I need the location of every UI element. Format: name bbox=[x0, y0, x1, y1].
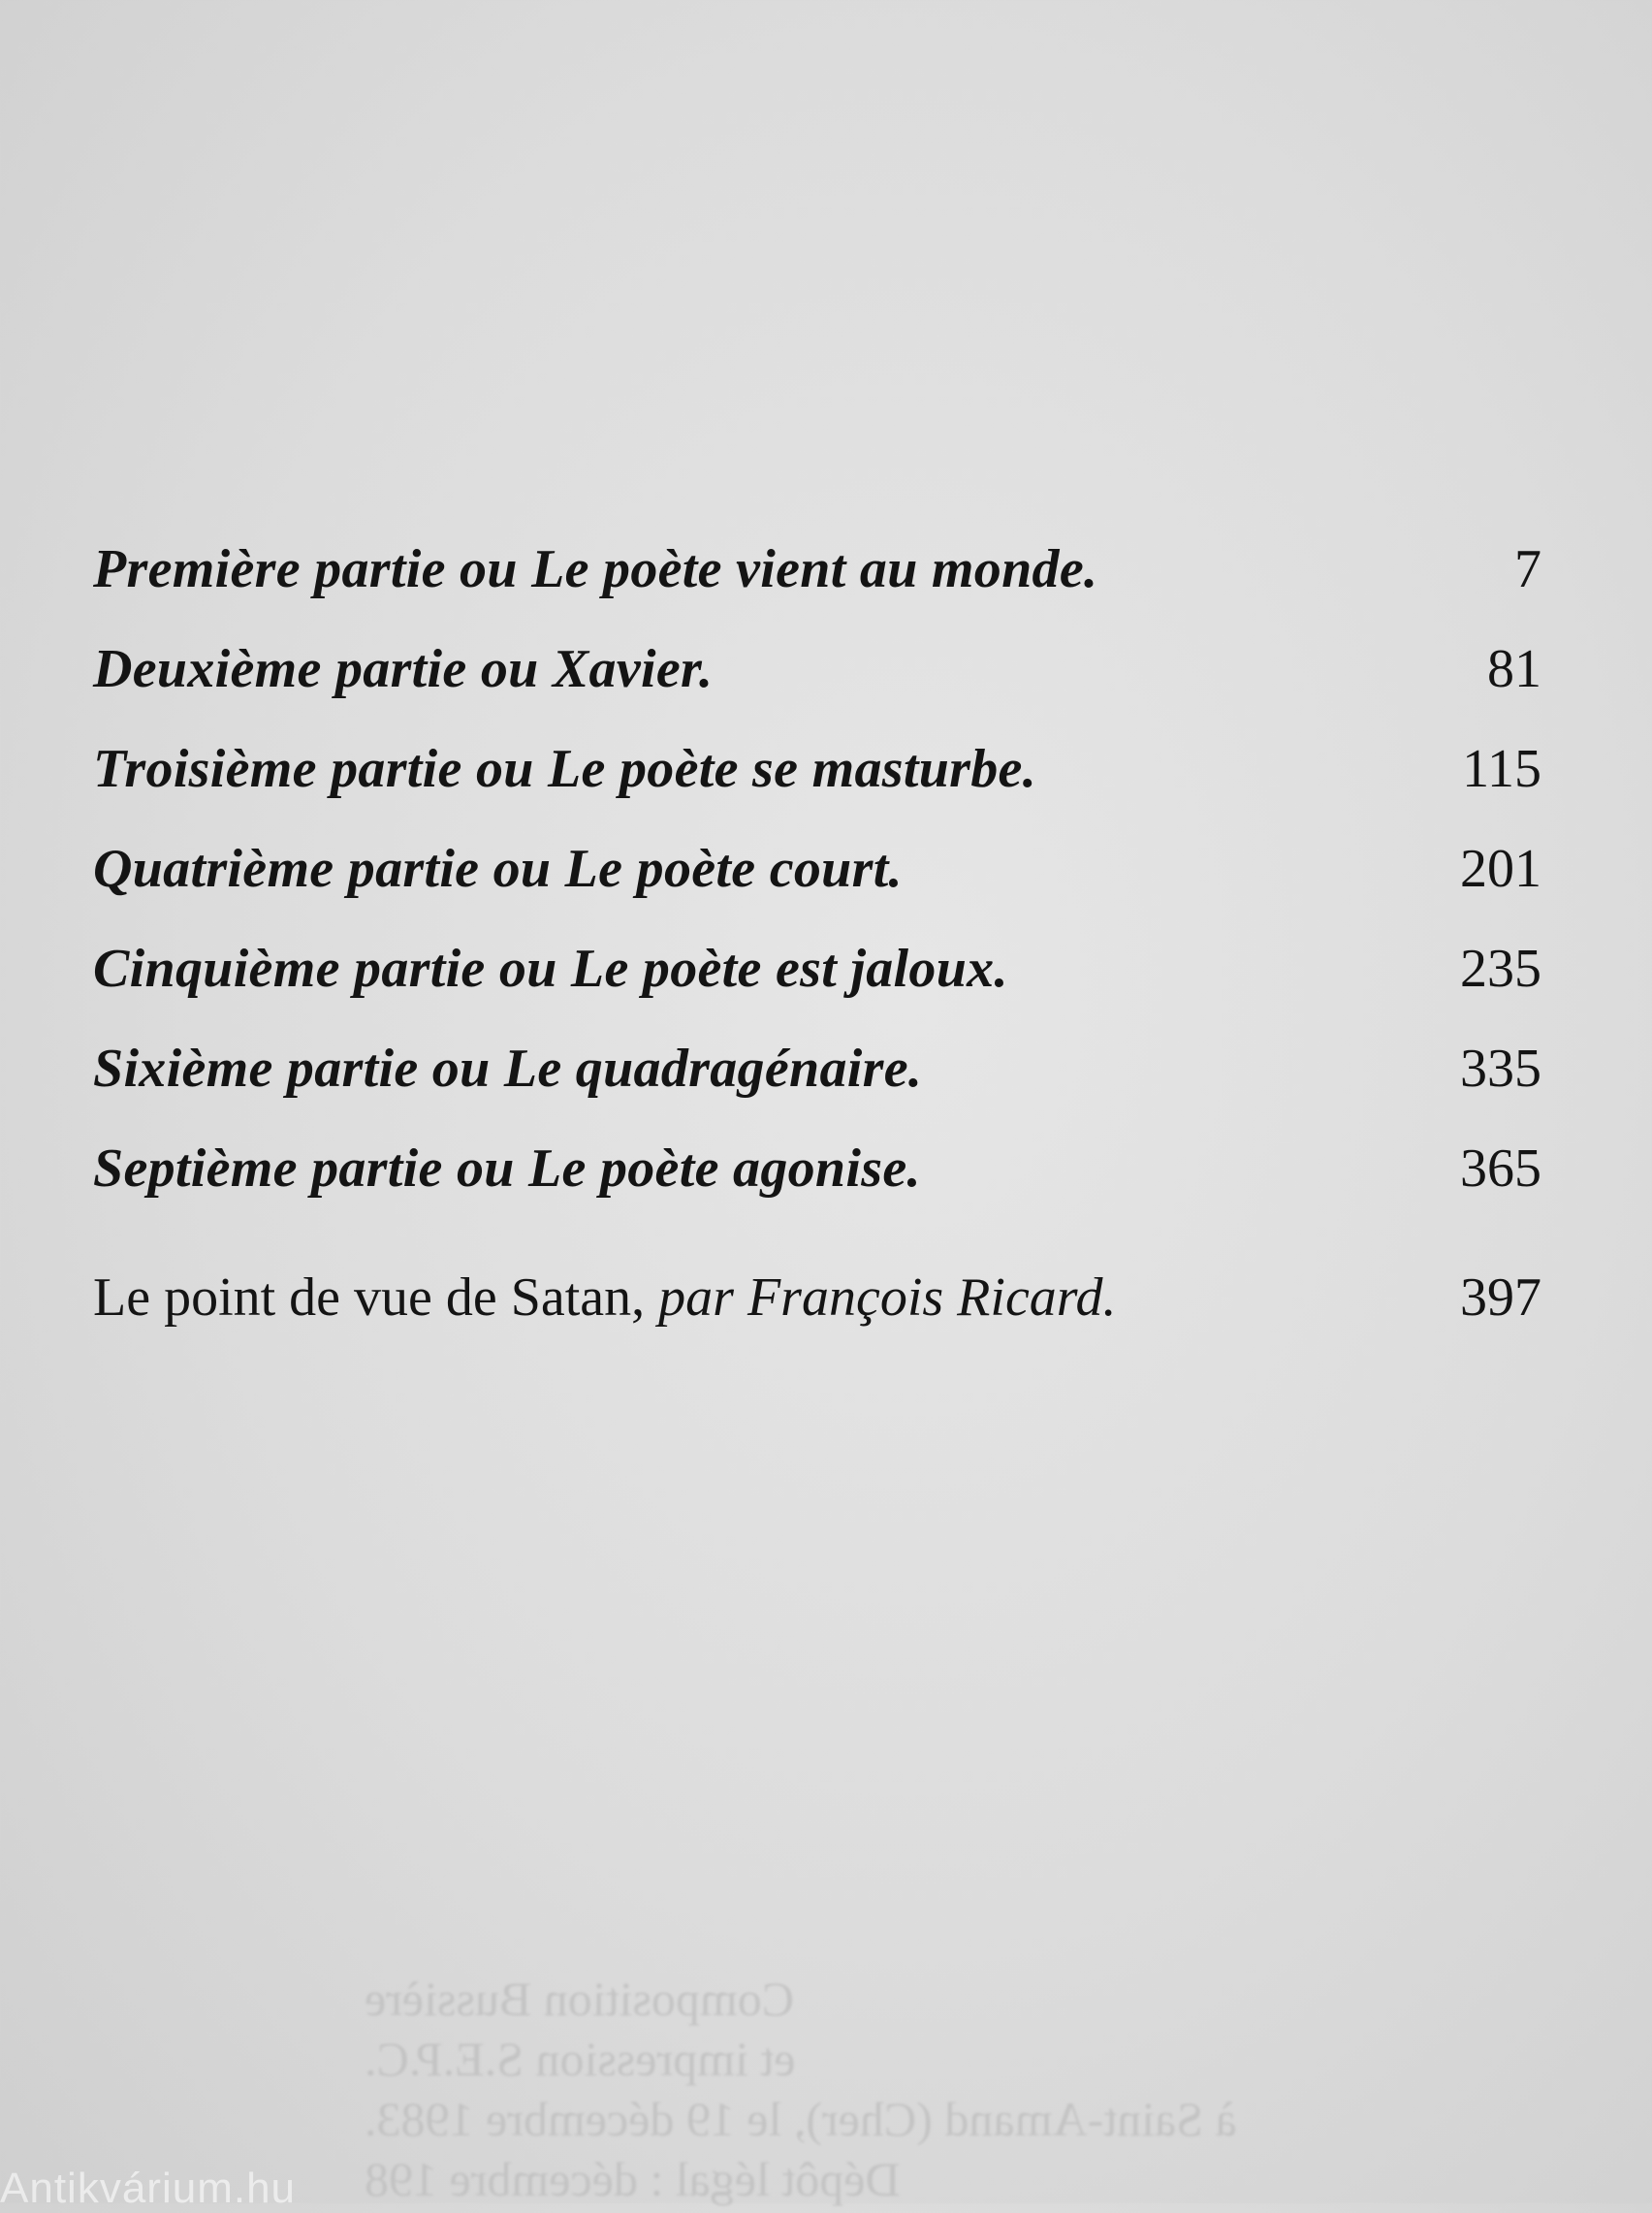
colophon-line: Composition Bussière bbox=[365, 1972, 795, 2026]
toc-entry-title: Sixième partie ou Le quadragénaire. bbox=[93, 1039, 923, 1099]
toc-entry-2 bbox=[93, 620, 1541, 720]
toc-entry-page: 235 bbox=[1460, 939, 1541, 999]
afterword-title-italic: par François Ricard. bbox=[658, 1267, 1117, 1328]
toc-entry-page: 201 bbox=[1460, 839, 1541, 899]
toc-entry-title: Cinquième partie ou Le poète est jaloux. bbox=[93, 939, 1008, 999]
toc-entry-title: Septième partie ou Le poète agonise. bbox=[93, 1139, 921, 1199]
colophon-line: à Saint-Amand (Cher), le 19 décembre 1983. bbox=[365, 2092, 1237, 2146]
toc-entry-4 bbox=[93, 819, 1541, 919]
toc-entry-page: 397 bbox=[1460, 1267, 1541, 1328]
toc-entry-7 bbox=[93, 1119, 1541, 1219]
toc-entry-title: Deuxième partie ou Xavier. bbox=[93, 639, 714, 699]
toc-entry-1 bbox=[93, 520, 1541, 620]
afterword-title-plain: Le point de vue de Satan, bbox=[93, 1267, 659, 1328]
toc-entry-title: Quatrième partie ou Le poète court. bbox=[93, 839, 903, 899]
toc-entry-title: Première partie ou Le poète vient au monde. bbox=[93, 539, 1098, 599]
toc-entry-5 bbox=[93, 919, 1541, 1019]
toc-entry-afterword bbox=[93, 1248, 1541, 1348]
toc-entry-page: 115 bbox=[1462, 739, 1541, 799]
table-of-contents bbox=[93, 520, 1541, 1348]
toc-entry-page: 335 bbox=[1460, 1039, 1541, 1099]
colophon-line: et impression S.E.P.C. bbox=[365, 2032, 796, 2086]
toc-entry-page: 81 bbox=[1487, 639, 1541, 699]
toc-entry-6 bbox=[93, 1019, 1541, 1119]
toc-entry-page: 365 bbox=[1460, 1139, 1541, 1199]
toc-entry-3 bbox=[93, 720, 1541, 819]
colophon-line: Dépôt légal : décembre 198 bbox=[365, 2152, 901, 2206]
toc-entry-page: 7 bbox=[1514, 539, 1541, 599]
colophon-bleed-through bbox=[365, 1969, 1528, 2209]
afterword-title bbox=[93, 1248, 1117, 1348]
toc-entry-title: Troisième partie ou Le poète se masturbe. bbox=[93, 739, 1036, 799]
watermark: Antikvárium.hu bbox=[0, 2165, 297, 2212]
